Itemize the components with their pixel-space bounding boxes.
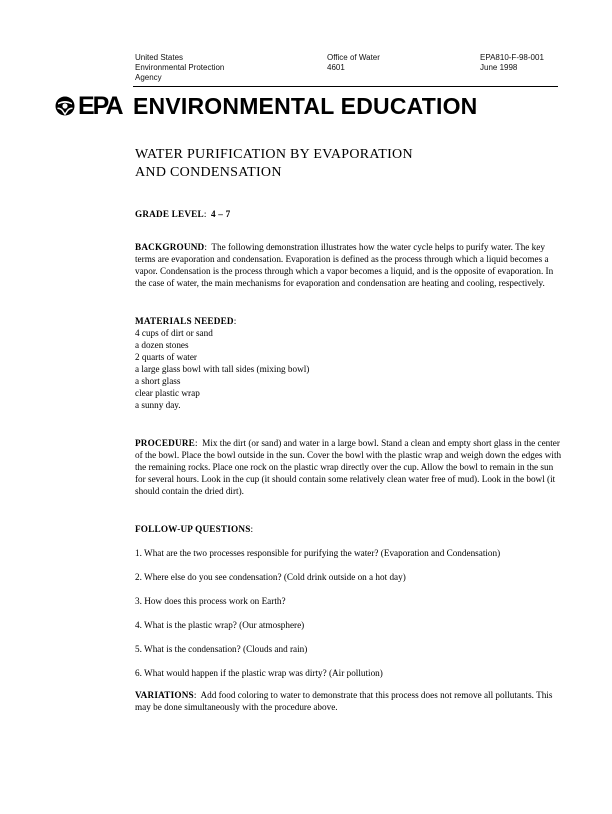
background-section: BACKGROUND: The following demonstration illustrates how the water cycle helps to purify water. The key terms are evaporation and condensation. Evaporation is defined as the process through which a liquid becomes a vapor. Condensation is the process through which a vapor becomes a liquid, and is the opposite of evaporation. In the case of water, the main mechanisms for evaporation and condensation are heating and cooling, respectively. — [135, 242, 554, 288]
list-item: 2 quarts of water — [135, 352, 197, 362]
followup-section: FOLLOW-UP QUESTIONS: 1. What are the two processes responsible for purifying the water? (Evaporation and Condensation) 2. Where else do you see condensation? (Cold drink outside on a hot day) 3. How does this process work on Earth? 4. What is the plastic wrap? (Our atmosphere) 5. What is the condensation? (Clouds and rain) 6. What would happen if the plastic wrap was dirty? (Air pollution) — [135, 523, 565, 679]
variations-label: VARIATIONS — [135, 690, 194, 700]
document-body — [135, 146, 565, 713]
procedure-label: PROCEDURE — [135, 438, 195, 448]
list-item: a short glass — [135, 376, 181, 386]
banner-title: ENVIRONMENTAL EDUCATION — [133, 93, 478, 119]
list-item: 4 cups of dirt or sand — [135, 328, 213, 338]
epa-logo-text: EPA — [78, 92, 122, 120]
agency-line-2: Environmental Protection — [135, 63, 225, 72]
epa-logo — [55, 93, 122, 119]
list-item: clear plastic wrap — [135, 388, 200, 398]
grade-level-value: 4 – 7 — [210, 209, 231, 219]
materials-section: MATERIALS NEEDED: 4 cups of dirt or sand a dozen stones 2 quarts of water a large glass bowl with tall sides (mixing bowl) a short glass clear plastic wrap a sunny day. — [135, 315, 565, 411]
list-item: a dozen stones — [135, 340, 189, 350]
document-info — [480, 53, 544, 73]
background-text: The following demonstration illustrates how the water cycle helps to purify water. The key terms are evaporation and condensation. Evaporation is defined as the process through which a liquid becomes a vapor. Condensation is the process through which a vapor becomes a liquid, and is the opposite of evaporation. In the case of water, the main mechanisms for evaporation and condensation are heating and cooling, respectively. — [135, 242, 554, 288]
question-item: 4. What is the plastic wrap? (Our atmosphere) — [135, 620, 305, 630]
document-number: EPA810-F-98-001 — [480, 53, 544, 62]
question-item: 6. What would happen if the plastic wrap was dirty? (Air pollution) — [135, 668, 383, 678]
question-item: 3. How does this process work on Earth? — [135, 596, 286, 606]
variations-section: VARIATIONS: Add food coloring to water to demonstrate that this process does not remove all pollutants. This may be done simultaneously with the procedure above. — [135, 690, 553, 712]
title-line-2: AND CONDENSATION — [135, 165, 282, 180]
question-item: 2. Where else do you see condensation? (Cold drink outside on a hot day) — [135, 572, 406, 582]
office-info — [327, 53, 380, 73]
procedure-section: PROCEDURE: Mix the dirt (or sand) and water in a large bowl. Stand a clean and empty short glass in the center of the bowl. Place the bowl outside in the sun. Cover the bowl with the plastic wrap and weigh down the edges with the remaining rocks. Place one rock on the plastic wrap directly over the cup. Allow the bowl to remain in the sun for several hours. Look in the cup (it should contain some relatively clean water free of mud). Look in the bowl (it should contain the dried dirt). — [135, 438, 562, 496]
variations-text: Add food coloring to water to demonstrate that this process does not remove all pollutants. This may be done simultaneously with the procedure above. — [135, 690, 553, 712]
document-date: June 1998 — [480, 63, 518, 72]
office-name: Office of Water — [327, 53, 380, 62]
grade-level: GRADE LEVEL: 4 – 7 — [135, 209, 231, 219]
list-item: a sunny day. — [135, 400, 181, 410]
office-code: 4601 — [327, 63, 345, 72]
agency-line-3: Agency — [135, 73, 162, 82]
list-item: a large glass bowl with tall sides (mixing bowl) — [135, 364, 310, 374]
materials-list — [135, 327, 565, 411]
materials-label: MATERIALS NEEDED — [135, 316, 234, 326]
page-title — [135, 146, 565, 182]
grade-level-label: GRADE LEVEL — [135, 209, 204, 219]
question-item: 5. What is the condensation? (Clouds and rain) — [135, 644, 308, 654]
procedure-text: Mix the dirt (or sand) and water in a large bowl. Stand a clean and empty short glass in the center of the bowl. Place the bowl outside in the sun. Cover the bowl with the plastic wrap and weigh down the edges with the remaining rocks. Place one rock on the plastic wrap directly over the cup. Allow the bowl to remain in the sun for several hours. Look in the cup (it should contain some relatively clean water free of mud). Look in the bowl (it should contain the dried dirt). — [135, 438, 562, 496]
question-item: 1. What are the two processes responsible for purifying the water? (Evaporation and Condensation) — [135, 548, 501, 558]
header-divider — [133, 86, 558, 87]
followup-label: FOLLOW-UP QUESTIONS — [135, 524, 251, 534]
epa-flower-logo-icon — [55, 96, 75, 116]
agency-name — [135, 53, 224, 83]
agency-line-1: United States — [135, 53, 184, 62]
title-line-1: WATER PURIFICATION BY EVAPORATION — [135, 147, 413, 162]
background-label: BACKGROUND — [135, 242, 205, 252]
